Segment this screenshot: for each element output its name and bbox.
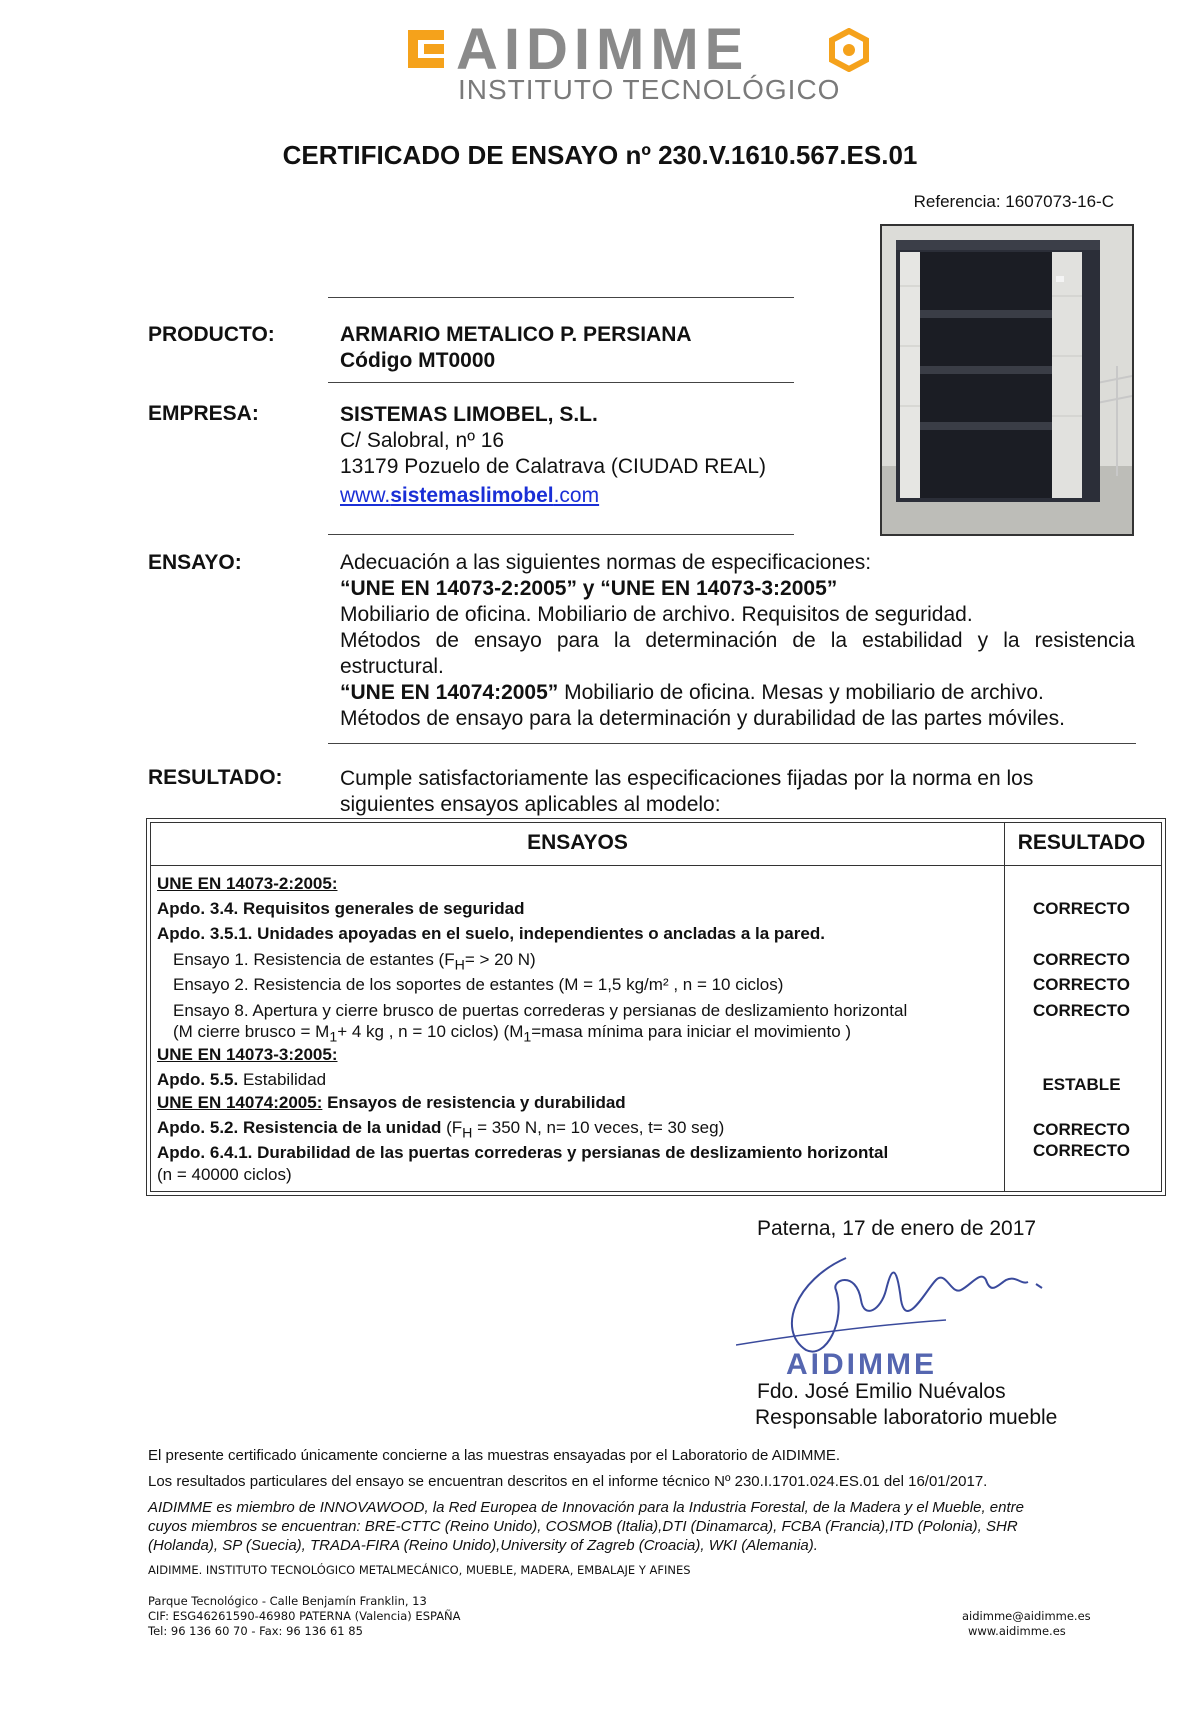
result-cell: CORRECTO	[1033, 975, 1130, 994]
footer-web[interactable]: www.aidimme.es	[968, 1624, 1066, 1638]
footer-address2: CIF: ESG46261590-46980 PATERNA (Valencia) ESPAÑA	[148, 1609, 461, 1623]
footer-phone: Tel: 96 136 60 70 - Fax: 96 136 61 85	[148, 1624, 363, 1638]
empresa-address2: 13179 Pozuelo de Calatrava (CIUDAD REAL)	[340, 455, 767, 478]
website-link[interactable]: www.sistemaslimobel.com	[340, 484, 600, 507]
divider	[328, 297, 794, 298]
cabinet-illustration	[882, 226, 1132, 534]
table-row: Ensayo 8. Apertura y cierre brusco de puertas correderas y persianas de deslizamiento horizontal	[173, 1001, 908, 1020]
signature-stamp: AIDIMME	[786, 1348, 937, 1381]
product-photo	[880, 224, 1134, 536]
reference: Referencia: 1607073-16-C	[913, 192, 1114, 211]
ensayo-desc2: Métodos de ensayo para la determinación de la estabilidad y la resistencia estructural.	[340, 629, 1135, 678]
ensayo-text	[340, 550, 1135, 732]
empresa-website[interactable]	[340, 483, 599, 509]
table-row: UNE EN 14073-2:2005:	[157, 874, 338, 893]
logo-bracket-icon	[404, 26, 450, 72]
ensayo-label: ENSAYO:	[148, 551, 242, 574]
producto-label: PRODUCTO:	[148, 323, 275, 346]
footer-address1: Parque Tecnológico - Calle Benjamín Franklin, 13	[148, 1594, 427, 1608]
signed-by: Fdo. José Emilio Nuévalos	[757, 1380, 1006, 1403]
header-resultado: RESULTADO	[1017, 831, 1146, 854]
resultado-text2: siguientes ensayos aplicables al modelo:	[340, 793, 721, 816]
footer-email[interactable]: aidimme@aidimme.es	[962, 1609, 1091, 1623]
divider	[328, 382, 794, 383]
table-row: (n = 40000 ciclos)	[157, 1165, 292, 1184]
ensayo-desc1: Mobiliario de oficina. Mobiliario de archivo. Requisitos de seguridad.	[340, 603, 973, 626]
producto-name: ARMARIO METALICO P. PERSIANA	[340, 323, 692, 346]
resultado-text1: Cumple satisfactoriamente las especificaciones fijadas por la norma en los	[340, 767, 1034, 790]
table-row: Apdo. 3.4. Requisitos generales de seguridad	[157, 899, 525, 918]
table-row: (M cierre brusco = $M_1+ 4$ kg , n = 10 ciclos) ($M_1=masa$ mínima para iniciar el movimiento )	[173, 1022, 852, 1046]
signer-role: Responsable laboratorio mueble	[755, 1406, 1058, 1429]
ensayo-intro: Adecuación a las siguientes normas de especificaciones:	[340, 551, 872, 574]
logo-hexagon-icon	[828, 28, 870, 72]
empresa-name: SISTEMAS LIMOBEL, S.L.	[340, 403, 598, 426]
footer-note3c: (Holanda), SP (Suecia), TRADA-FIRA (Reino Unido),University of Zagreb (Croacia), WKI (Alemania).	[148, 1537, 818, 1554]
place-date: Paterna, 17 de enero de 2017	[757, 1217, 1037, 1240]
header-ensayos: ENSAYOS	[527, 831, 628, 854]
ensayo-norms: “UNE EN 14073-2:2005” y “UNE EN 14073-3:2005”	[340, 577, 838, 600]
result-cell: CORRECTO	[1033, 950, 1130, 969]
logo-word: AIDIMME	[456, 17, 750, 82]
table-row: UNE EN 14073-3:2005:	[157, 1045, 338, 1064]
divider	[328, 743, 1136, 744]
table-row: UNE EN 14074:2005: Ensayos de resistencia y durabilidad	[157, 1093, 626, 1112]
producto-code: Código MT0000	[340, 349, 496, 372]
ensayo-desc3: “UNE EN 14074:2005” Mobiliario de oficina. Mesas y mobiliario de archivo.	[340, 681, 1044, 704]
table-row: Apdo. 6.4.1. Durabilidad de las puertas correderas y persianas de deslizamiento horizontal	[157, 1143, 889, 1162]
footer-note2: Los resultados particulares del ensayo se encuentran descritos en el informe técnico Nº 230.I.1701.024.ES.01 del 16/01/2017.	[148, 1473, 988, 1490]
table-row: Apdo. 5.5. Estabilidad	[157, 1070, 327, 1089]
footer-note3b: cuyos miembros se encuentran: BRE-CTTC (Reino Unido), COSMOB (Italia),DTI (Dinamarca), FCBA (Francia),ITD (Polonia), SHR	[148, 1518, 1018, 1535]
empresa-address1: C/ Salobral, nº 16	[340, 429, 505, 452]
result-cell: CORRECTO	[1033, 1141, 1130, 1160]
footer-note3a: AIDIMME es miembro de INNOVAWOOD, la Red Europea de Innovación para la Industria Forestal, de la Madera y el Mueble, entre	[148, 1499, 1024, 1516]
result-cell: ESTABLE	[1042, 1075, 1121, 1094]
result-cell: CORRECTO	[1033, 1001, 1130, 1020]
table-row: Apdo. 3.5.1. Unidades apoyadas en el suelo, independientes o ancladas a la pared.	[157, 924, 825, 943]
certificate-title: CERTIFICADO DE ENSAYO nº 230.V.1610.567.ES.01	[282, 140, 918, 170]
table-row: Apdo. 5.2. Resistencia de la unidad ($F_H = 350$ N, n= 10 veces, t= 30 seg)	[157, 1118, 725, 1142]
table-row: Ensayo 2. Resistencia de los soportes de estantes (M = 1,5 kg/m² , n = 10 ciclos)	[173, 975, 784, 994]
result-cell: CORRECTO	[1033, 1120, 1130, 1139]
empresa-label: EMPRESA:	[148, 402, 259, 425]
table-row: Ensayo 1. Resistencia de estantes ($F_H= > 20$ N)	[173, 950, 536, 974]
aidimme-logo	[404, 17, 884, 105]
footer-institute: AIDIMME. INSTITUTO TECNOLÓGICO METALMECÁNICO, MUEBLE, MADERA, EMBALAJE Y AFINES	[148, 1563, 691, 1577]
resultado-label: RESULTADO:	[148, 766, 283, 789]
footer-note1: El presente certificado únicamente concierne a las muestras ensayadas por el Laboratorio de AIDIMME.	[148, 1447, 841, 1464]
results-table	[146, 818, 1166, 1196]
ensayo-desc4: Métodos de ensayo para la determinación y durabilidad de las partes móviles.	[340, 707, 1065, 730]
logo-subtitle: INSTITUTO TECNOLÓGICO	[458, 74, 841, 105]
result-cell: CORRECTO	[1033, 899, 1130, 918]
divider	[328, 534, 794, 535]
